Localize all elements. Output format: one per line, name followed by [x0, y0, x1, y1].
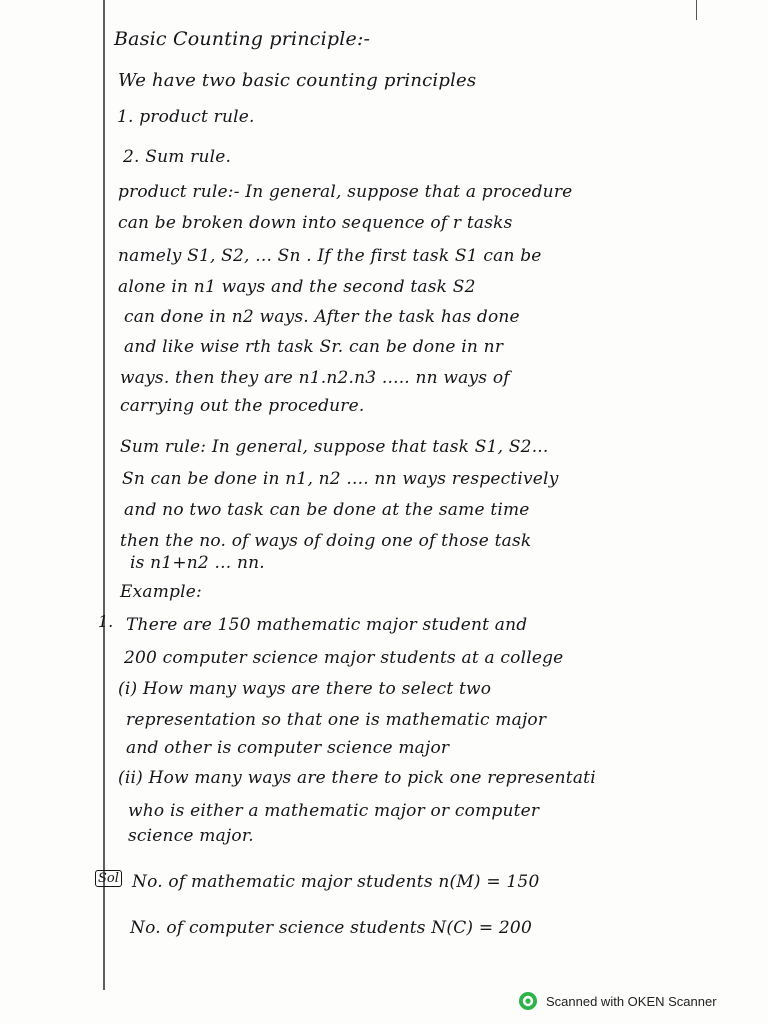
sum-rule-line: and no two task can be done at the same time	[124, 500, 530, 520]
sum-rule-line: Sn can be done in n1, n2 .... nn ways respectively	[122, 469, 559, 489]
solution-line: No. of mathematic major students n(M) = 150	[132, 872, 540, 892]
product-rule-line: namely S1, S2, ... Sn . If the first task S1 can be	[118, 246, 542, 266]
product-rule-line: and like wise rth task Sr. can be done in nr	[124, 337, 504, 357]
example-line: science major.	[128, 826, 254, 846]
list-item-product-rule: 1. product rule.	[117, 107, 255, 127]
product-rule-line: can done in n2 ways. After the task has done	[124, 307, 520, 327]
intro-line: We have two basic counting principles	[118, 70, 477, 91]
example-line: and other is computer science major	[126, 738, 450, 758]
example-line: 200 computer science major students at a college	[124, 648, 564, 668]
list-item-sum-rule: 2. Sum rule.	[123, 147, 232, 167]
example-heading: Example:	[120, 582, 202, 602]
product-rule-line: can be broken down into sequence of r tasks	[118, 213, 513, 233]
example-line: There are 150 mathematic major student and	[126, 615, 528, 635]
example-line: (ii) How many ways are there to pick one representati	[118, 768, 596, 788]
example-line: who is either a mathematic major or computer	[128, 801, 540, 821]
margin-line	[103, 0, 105, 990]
page-edge	[696, 0, 697, 20]
product-rule-line: alone in n1 ways and the second task S2	[118, 277, 476, 297]
sum-rule-line: Sum rule: In general, suppose that task S1, S2...	[120, 437, 549, 457]
scanner-footer	[518, 991, 717, 1011]
example-line: representation so that one is mathematic major	[126, 710, 547, 730]
oken-scanner-logo-icon	[518, 991, 538, 1011]
page-heading: Basic Counting principle:-	[114, 28, 371, 50]
product-rule-line: product rule:- In general, suppose that a procedure	[118, 182, 573, 202]
product-rule-line: carrying out the procedure.	[120, 396, 365, 416]
product-rule-line: ways. then they are n1.n2.n3 ..... nn ways of	[120, 368, 510, 388]
scanner-footer-text: Scanned with OKEN Scanner	[546, 993, 717, 1009]
solution-line: No. of computer science students N(C) = 200	[130, 918, 532, 938]
example-number: 1.	[98, 612, 114, 631]
solution-label: Sol	[95, 870, 122, 887]
sum-rule-line: is n1+n2 ... nn.	[130, 553, 265, 573]
sum-rule-line: then the no. of ways of doing one of those task	[120, 531, 532, 551]
example-line: (i) How many ways are there to select two	[118, 679, 492, 699]
